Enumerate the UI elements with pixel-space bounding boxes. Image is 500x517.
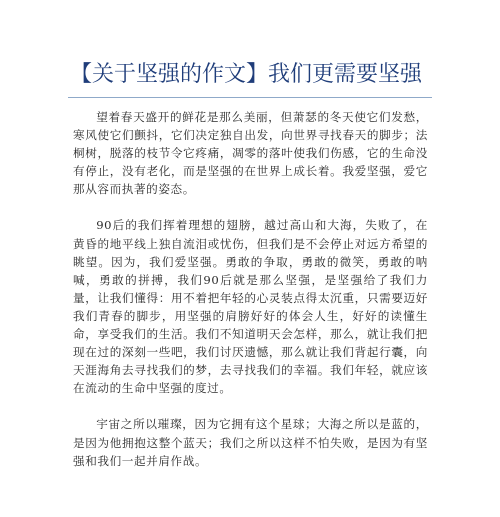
paragraph-1: 望着春天盛开的鲜花是那么美丽，但萧瑟的冬天使它们发愁，寒风使它们颤抖，它们决定独自出发，向世界寻找春天的脚步；法桐树，脱落的枝节令它疼痛，凋零的落叶使我们伤感，它的生命没有停止，没有老化，而是坚强的在世界上成长着。我爱坚强，爱它那从容而执著的姿态。 (73, 110, 428, 197)
paragraph-2: 90后的我们挥着理想的翅膀，越过高山和大海，失败了，在黄昏的地平线上独自流泪或忧伤，但我们是不会停止对远方希望的眺望。因为，我们爱坚强。勇敢的争取，勇敢的微笑，勇敢的呐喊，勇敢的拼搏，我们90后就是那么坚强，是坚强给了我们力量，让我们懂得：用不着把年轻的心灵装点得太沉重，只需要迈好我们青春的脚步，用坚强的肩膀好好的体会人生，好好的读懂生命，享受我们的生活。我们不知道明天会怎样，那么，就让我们把现在过的深刻一些吧，我们讨厌遗憾，那么就让我们背起行囊，向天涯海角去寻找我们的梦，去寻找我们的幸福。我们年轻，就应该在流动的生命中坚强的度过。 (73, 218, 428, 396)
paragraph-spacer (73, 397, 428, 415)
title-divider (68, 97, 432, 98)
paragraph-3: 宇宙之所以璀璨，因为它拥有这个星球；大海之所以是蓝的，是因为他拥抱这整个蓝天；我们之所以这样不怕失败，是因为有坚强和我们一起并肩作战。 (73, 417, 428, 468)
paragraph-spacer (73, 198, 428, 216)
document-title: 【关于坚强的作文】我们更需要坚强 (70, 62, 423, 87)
article-body (73, 108, 428, 470)
